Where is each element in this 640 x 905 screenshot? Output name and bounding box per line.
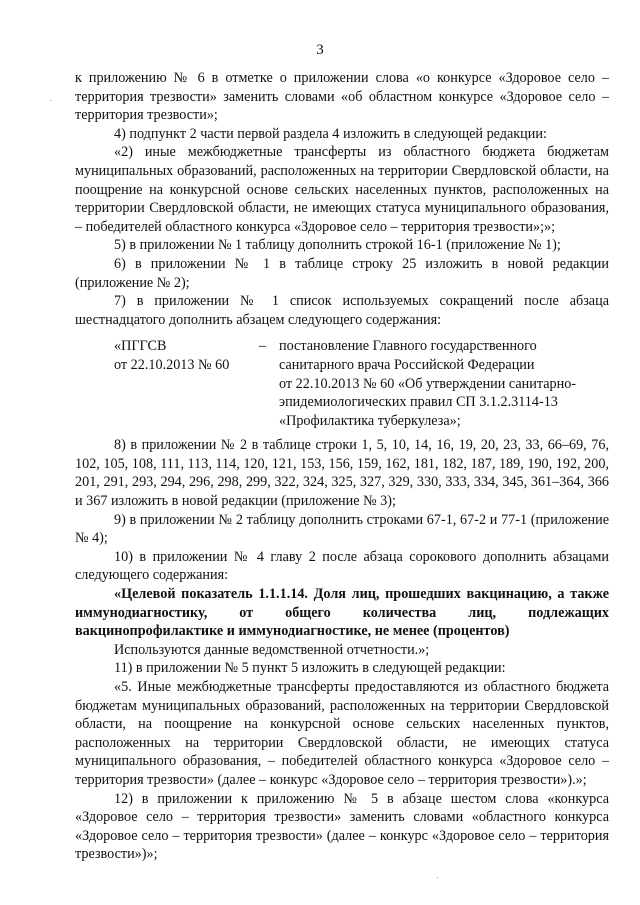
page-number: 3 [316,42,324,58]
abbreviation-definition [279,337,609,430]
abbreviation-def-line: от 22.10.2013 № 60 «Об утверждении санитарно- [279,375,577,392]
paragraph: 7) в приложении № 1 список используемых сокращений после абзаца шестнадцатого дополнить абзацем следующего содержания: [75,293,609,328]
paragraph: «5. Иные межбюджетные трансферты предоставляются из областного бюджета бюджетам муниципальных образований, расположенных на территории Свердловской области, на поощрение на конкурсной основе сельских населенных пунктов, расположенных на территории Свердловской области, не имеющих статуса муниципального образования, – победителей областного конкурса «Здоровое село – территория трезвости» (далее – конкурс «Здоровое село – территория трезвости»).»; [75,679,609,788]
paragraph: «2) иные межбюджетные трансферты из областного бюджета бюджетам муниципальных образований, расположенных на территории Свердловской области, на поощрение на конкурсной основе сельских населенных пунктов, расположенных на территории Свердловской области, не имеющих статуса муниципального образования, – победителей областного конкурса «Здоровое село – территория трезвости»;»; [75,144,609,235]
paragraph: 10) в приложении № 4 главу 2 после абзаца сорокового дополнить абзацами следующего содержания: [75,548,609,584]
paragraph: 9) в приложении № 2 таблицу дополнить строками 67-1, 67-2 и 77-1 (приложение № 4); [75,511,609,547]
abbreviation-dash: – [259,338,267,355]
abbreviation-def-line: санитарного врача Российской Федерации [279,356,535,373]
paragraph: 11) в приложении № 5 пункт 5 изложить в следующей редакции: [114,660,506,677]
paragraph: к приложению № 6 в отметке о приложении слова «о конкурсе «Здоровое село – территория трезвости» заменить словами «об областном конкурсе «Здоровое село – территория трезвости»; [75,70,609,124]
document-body [75,69,609,864]
paragraph: 12) в приложении к приложению № 5 в абзаце шестом слова «конкурса «Здоровое село – территория трезвости» заменить словами «областного конкурса «Здоровое село – территория трезвости» (далее – конкурс «Здоровое село – территория трезвости»)»; [75,790,609,863]
paragraph: 8) в приложении № 2 в таблице строки 1, 5, 10, 14, 16, 19, 20, 23, 33, 66–69, 76, 102, 105, 108, 111, 113, 114, 120, 121, 153, 156, 159, 162, 181, 182, 187, 189, 190, 192, 200, 201, 291, 293, 294, 296, 298, 299, 322, 324, 325, 327, 329, 330, 333, 334, 345, 361–364, 366 и 367 изложить в новой редакции (приложение № 3); [75,437,609,510]
abbreviation-def-line: «Профилактика туберкулеза»; [279,412,461,429]
abbreviation-entry [114,337,609,430]
paragraph: 4) подпункт 2 части первой раздела 4 изложить в следующей редакции: [114,125,547,142]
abbreviation-term-line: от 22.10.2013 № 60 [114,356,230,373]
abbreviation-def-line: эпидемиологических правил СП 3.1.2.3114-13 [279,394,558,411]
scan-speck [50,100,51,101]
scan-speck [437,877,438,878]
abbreviation-def-line: постановление Главного государственного [279,338,537,355]
paragraph: Используются данные ведомственной отчетности.»; [114,641,430,658]
paragraph-bold: «Целевой показатель 1.1.1.14. Доля лиц, прошедших вакцинацию, а также иммунодиагностику, от общего количества лиц, подлежащих вакцинопрофилактике и иммунодиагностике, не менее (процентов) [75,586,609,640]
paragraph: 5) в приложении № 1 таблицу дополнить строкой 16-1 (приложение № 1); [114,237,561,254]
paragraph: 6) в приложении № 1 в таблице строку 25 изложить в новой редакции (приложение № 2); [75,255,609,291]
abbreviation-term-line: «ПГГСВ [114,338,167,355]
abbreviation-term [114,337,259,430]
